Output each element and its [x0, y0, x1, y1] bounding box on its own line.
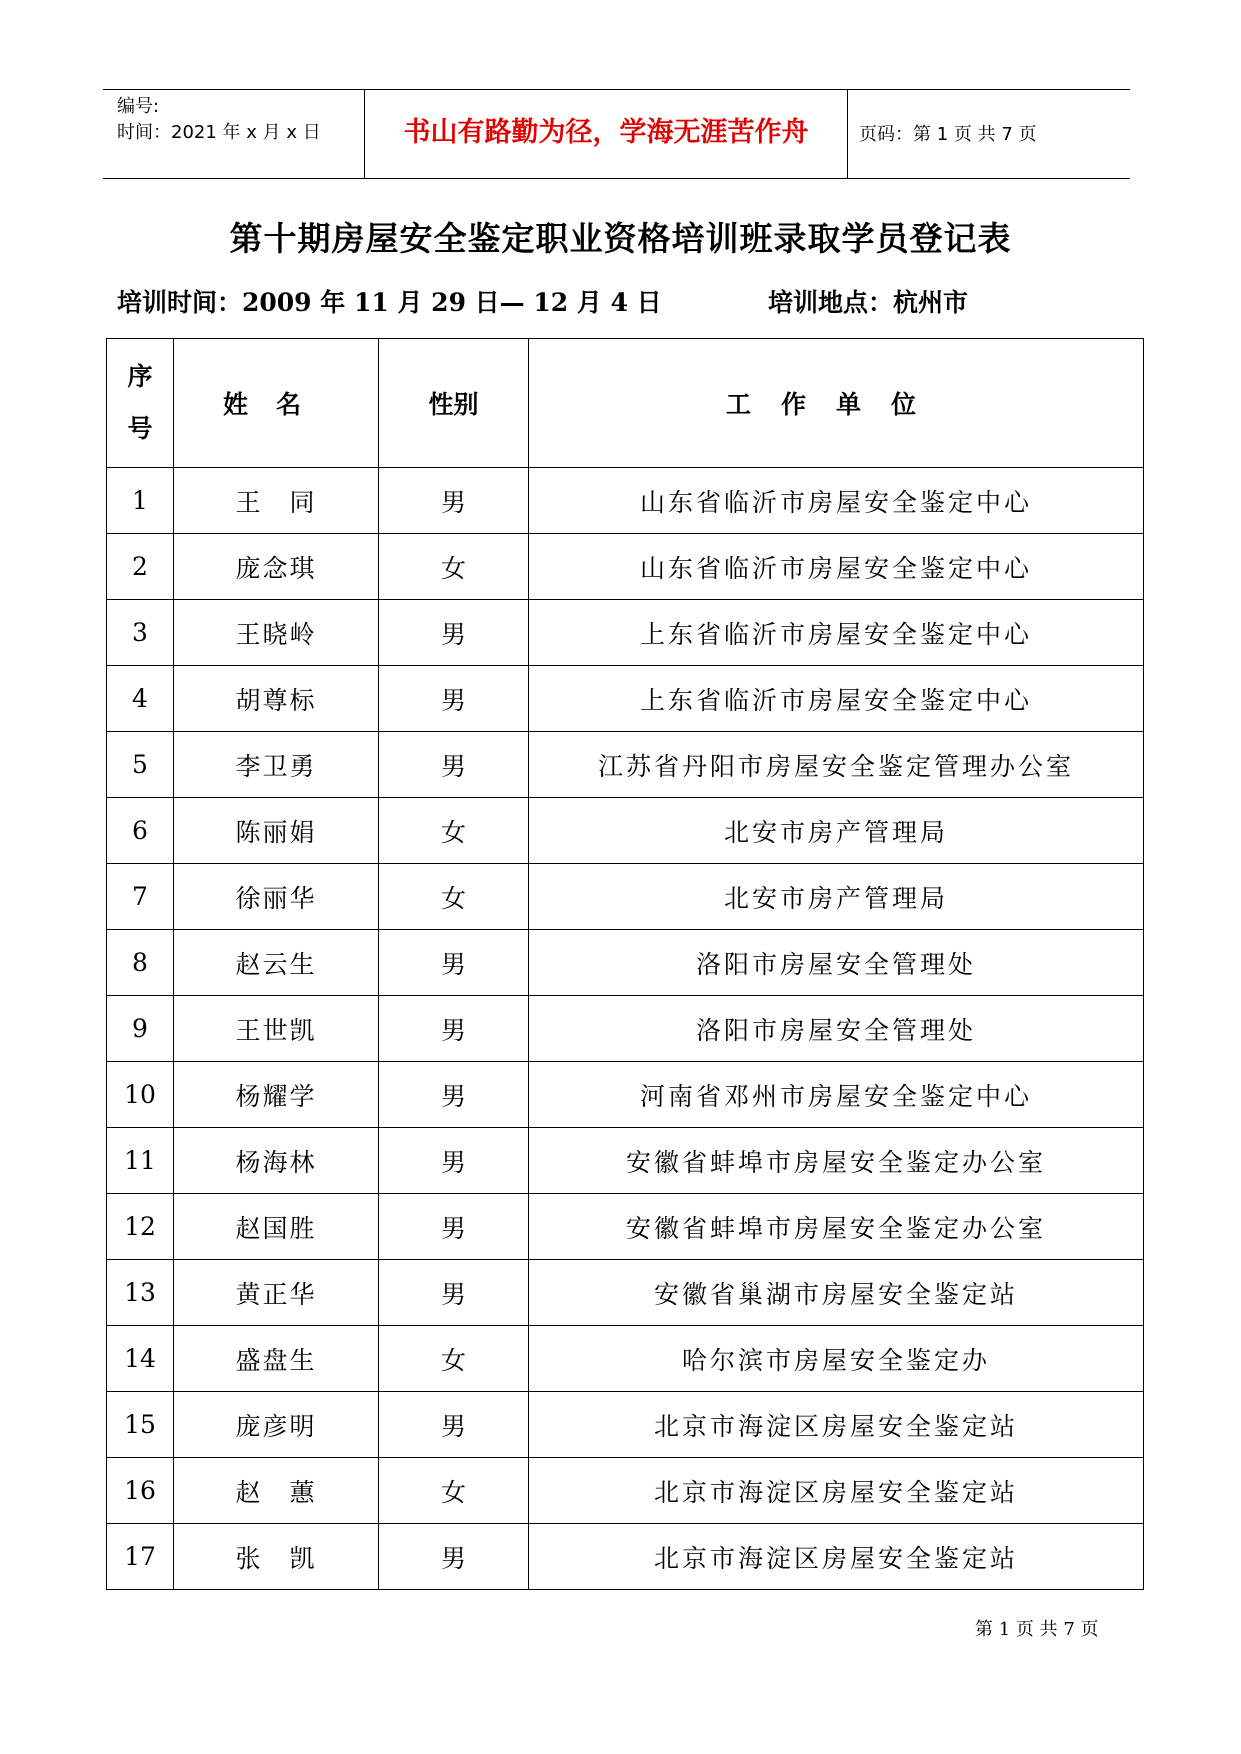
header-seq-top: 序	[127, 362, 153, 391]
cell-name: 李卫勇	[174, 732, 379, 798]
cell-name: 庞念琪	[174, 534, 379, 600]
header-divider	[847, 90, 848, 178]
cell-seq: 8	[107, 930, 174, 996]
cell-name: 赵 蕙	[174, 1458, 379, 1524]
cell-seq: 1	[107, 468, 174, 534]
cell-name: 张 凯	[174, 1524, 379, 1590]
cell-unit: 北京市海淀区房屋安全鉴定站	[529, 1392, 1144, 1458]
header-seq-bottom: 号	[127, 414, 153, 443]
header-seq	[107, 339, 174, 468]
table-row	[107, 798, 1144, 864]
table-row	[107, 1128, 1144, 1194]
cell-name: 杨海林	[174, 1128, 379, 1194]
header-gender: 性别	[379, 339, 529, 468]
cell-name: 王 同	[174, 468, 379, 534]
cell-seq: 6	[107, 798, 174, 864]
cell-seq: 17	[107, 1524, 174, 1590]
cell-unit: 北安市房产管理局	[529, 798, 1144, 864]
document-title: 第十期房屋安全鉴定职业资格培训班录取学员登记表	[229, 219, 1012, 258]
table-row	[107, 666, 1144, 732]
cell-gender: 男	[379, 996, 529, 1062]
cell-seq: 2	[107, 534, 174, 600]
header-unit: 工作单位	[529, 339, 1144, 468]
header-motto: 书山有路勤为径，学海无涯苦作舟	[403, 117, 809, 148]
cell-gender: 男	[379, 1062, 529, 1128]
cell-unit: 洛阳市房屋安全管理处	[529, 930, 1144, 996]
table-row	[107, 1062, 1144, 1128]
cell-gender: 女	[379, 534, 529, 600]
table-row	[107, 1458, 1144, 1524]
cell-unit: 洛阳市房屋安全管理处	[529, 996, 1144, 1062]
cell-gender: 男	[379, 600, 529, 666]
cell-unit: 山东省临沂市房屋安全鉴定中心	[529, 468, 1144, 534]
cell-seq: 12	[107, 1194, 174, 1260]
training-place: 培训地点：杭州市	[768, 288, 969, 317]
header-name: 姓名	[174, 339, 379, 468]
table-header-row	[107, 339, 1144, 468]
cell-unit: 北京市海淀区房屋安全鉴定站	[529, 1458, 1144, 1524]
table-row	[107, 996, 1144, 1062]
table-row	[107, 864, 1144, 930]
header-meta	[117, 94, 321, 146]
cell-seq: 7	[107, 864, 174, 930]
cell-gender: 女	[379, 864, 529, 930]
cell-seq: 5	[107, 732, 174, 798]
cell-seq: 13	[107, 1260, 174, 1326]
header-number-label: 编号:	[117, 96, 160, 117]
cell-unit: 安徽省蚌埠市房屋安全鉴定办公室	[529, 1128, 1144, 1194]
cell-gender: 女	[379, 1458, 529, 1524]
cell-seq: 4	[107, 666, 174, 732]
cell-gender: 男	[379, 1194, 529, 1260]
cell-gender: 女	[379, 798, 529, 864]
cell-unit: 哈尔滨市房屋安全鉴定办	[529, 1326, 1144, 1392]
cell-seq: 15	[107, 1392, 174, 1458]
cell-gender: 男	[379, 930, 529, 996]
cell-name: 赵国胜	[174, 1194, 379, 1260]
cell-name: 陈丽娟	[174, 798, 379, 864]
cell-name: 王晓岭	[174, 600, 379, 666]
table-row	[107, 930, 1144, 996]
cell-seq: 10	[107, 1062, 174, 1128]
cell-unit: 北京市海淀区房屋安全鉴定站	[529, 1524, 1144, 1590]
table-row	[107, 1392, 1144, 1458]
cell-seq: 16	[107, 1458, 174, 1524]
cell-name: 胡尊标	[174, 666, 379, 732]
cell-name: 黄正华	[174, 1260, 379, 1326]
cell-gender: 男	[379, 1524, 529, 1590]
cell-gender: 男	[379, 468, 529, 534]
cell-name: 杨耀学	[174, 1062, 379, 1128]
header-page-code: 页码：第 1 页 共 7 页	[859, 124, 1037, 145]
document-header	[103, 89, 1130, 179]
training-time: 培训时间：2009 年 11 月 29 日— 12 月 4 日	[117, 288, 662, 317]
table-row	[107, 1326, 1144, 1392]
cell-unit: 山东省临沂市房屋安全鉴定中心	[529, 534, 1144, 600]
cell-unit: 河南省邓州市房屋安全鉴定中心	[529, 1062, 1144, 1128]
table-row	[107, 1194, 1144, 1260]
cell-unit: 上东省临沂市房屋安全鉴定中心	[529, 600, 1144, 666]
table-row	[107, 600, 1144, 666]
table-row	[107, 534, 1144, 600]
cell-name: 徐丽华	[174, 864, 379, 930]
cell-name: 庞彦明	[174, 1392, 379, 1458]
cell-unit: 江苏省丹阳市房屋安全鉴定管理办公室	[529, 732, 1144, 798]
cell-unit: 北安市房产管理局	[529, 864, 1144, 930]
cell-gender: 男	[379, 1260, 529, 1326]
cell-seq: 3	[107, 600, 174, 666]
roster-table	[106, 338, 1144, 1590]
cell-name: 王世凯	[174, 996, 379, 1062]
cell-gender: 男	[379, 1128, 529, 1194]
table-row	[107, 732, 1144, 798]
cell-gender: 男	[379, 1392, 529, 1458]
cell-unit: 安徽省蚌埠市房屋安全鉴定办公室	[529, 1194, 1144, 1260]
cell-seq: 14	[107, 1326, 174, 1392]
table-row	[107, 468, 1144, 534]
cell-name: 赵云生	[174, 930, 379, 996]
table-row	[107, 1524, 1144, 1590]
cell-gender: 男	[379, 732, 529, 798]
cell-gender: 男	[379, 666, 529, 732]
table-row	[107, 1260, 1144, 1326]
cell-unit: 上东省临沂市房屋安全鉴定中心	[529, 666, 1144, 732]
cell-name: 盛盘生	[174, 1326, 379, 1392]
cell-gender: 女	[379, 1326, 529, 1392]
footer-page-number: 第 1 页 共 7 页	[975, 1619, 1099, 1640]
cell-seq: 9	[107, 996, 174, 1062]
header-time-label: 时间：2021 年 x 月 x 日	[117, 122, 321, 143]
cell-unit: 安徽省巢湖市房屋安全鉴定站	[529, 1260, 1144, 1326]
roster-body	[107, 468, 1144, 1590]
cell-seq: 11	[107, 1128, 174, 1194]
